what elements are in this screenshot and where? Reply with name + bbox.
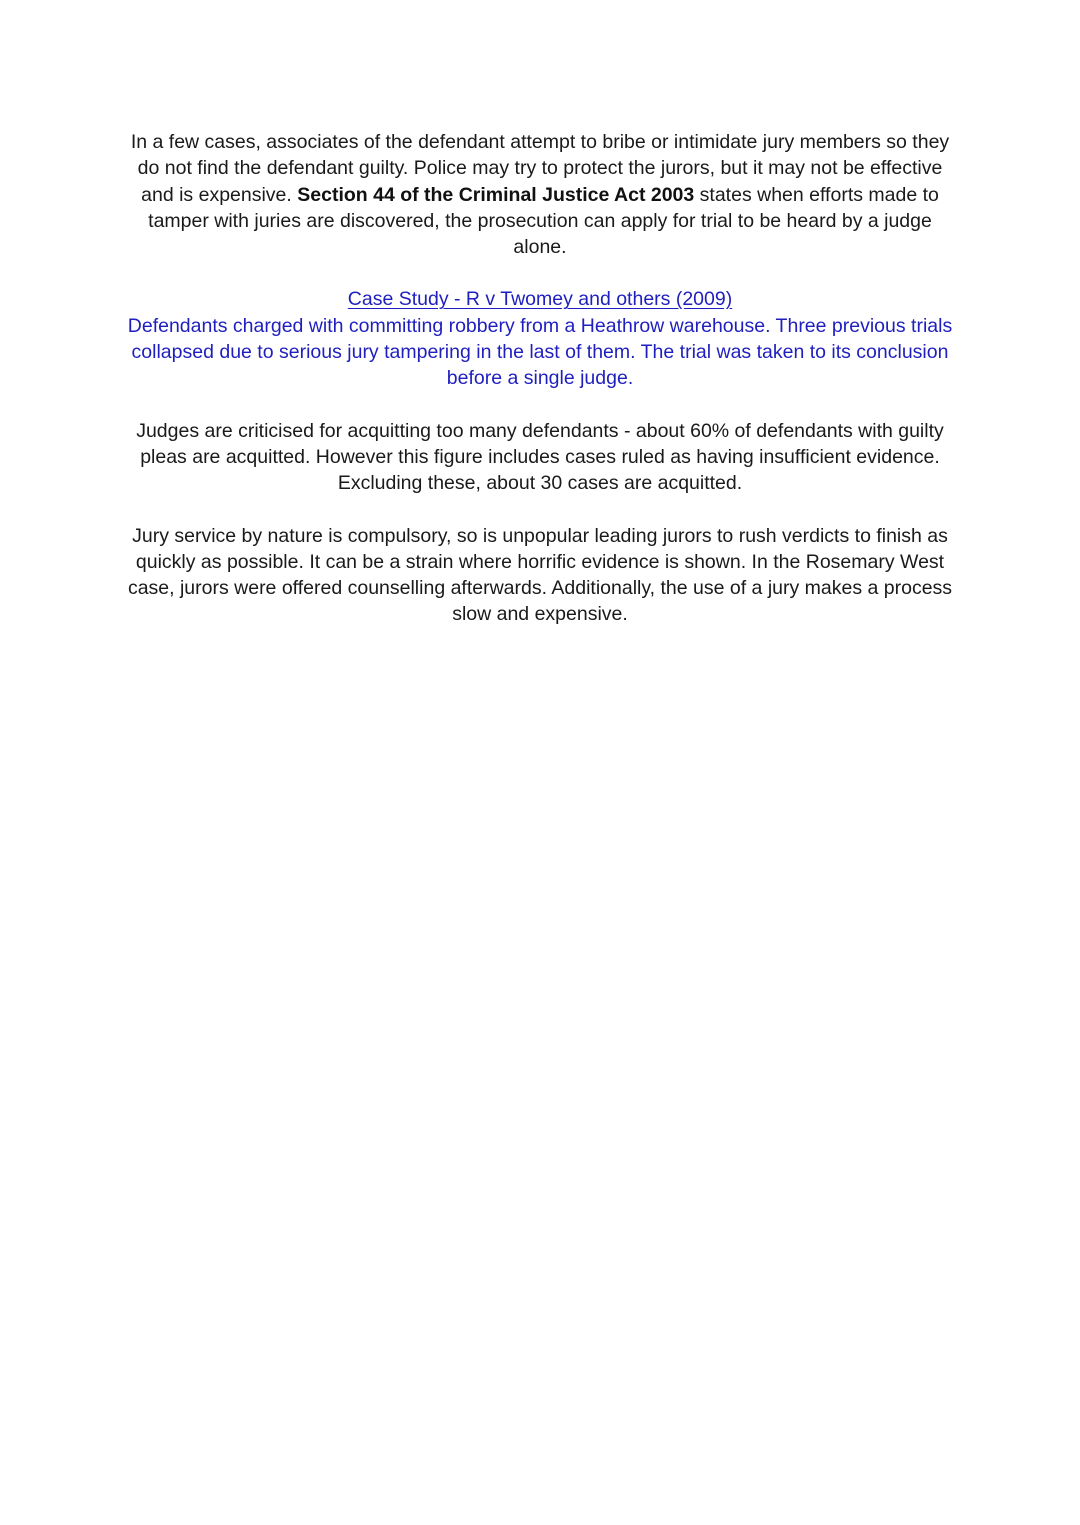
case-study-text: Defendants charged with committing robbery from a Heathrow warehouse. Three previous trials collapsed due to serious jury tampering in the last of them. The trial was taken to its conclusion before a single judge. [127, 314, 953, 390]
statute-reference: Section 44 of the Criminal Justice Act 2003 [297, 183, 695, 206]
paragraph-jury-tampering [120, 129, 960, 260]
paragraph-jury-service: Jury service by nature is compulsory, so is unpopular leading jurors to rush verdicts to finish as quickly as possible. It can be a strain where horrific evidence is shown. In the Rosemary West case, jurors were offered counselling afterwards. Additionally, the use of a jury makes a process slow and expensive. [127, 524, 953, 626]
document-page [120, 129, 960, 628]
paragraph-text: In a few cases, associates of the defendant attempt to bribe or intimidate jury members so they do not find the defendant guilty. Police may try to protect the jurors, but it may not be effective and is expensive. [130, 131, 950, 206]
paragraph-acquittals: Judges are criticised for acquitting too many defendants - about 60% of defendants with guilty pleas are acquitted. However this figure includes cases ruled as having insufficient evidence. Excluding these, about 30 cases are acquitted. [136, 419, 944, 495]
paragraph-text: states when efforts made to tamper with juries are discovered, the prosecution can apply for trial to be heard by a judge alone. [148, 183, 939, 259]
case-study-block [120, 286, 960, 391]
case-study-link[interactable]: Case Study - R v Twomey and others (2009) [347, 288, 733, 311]
